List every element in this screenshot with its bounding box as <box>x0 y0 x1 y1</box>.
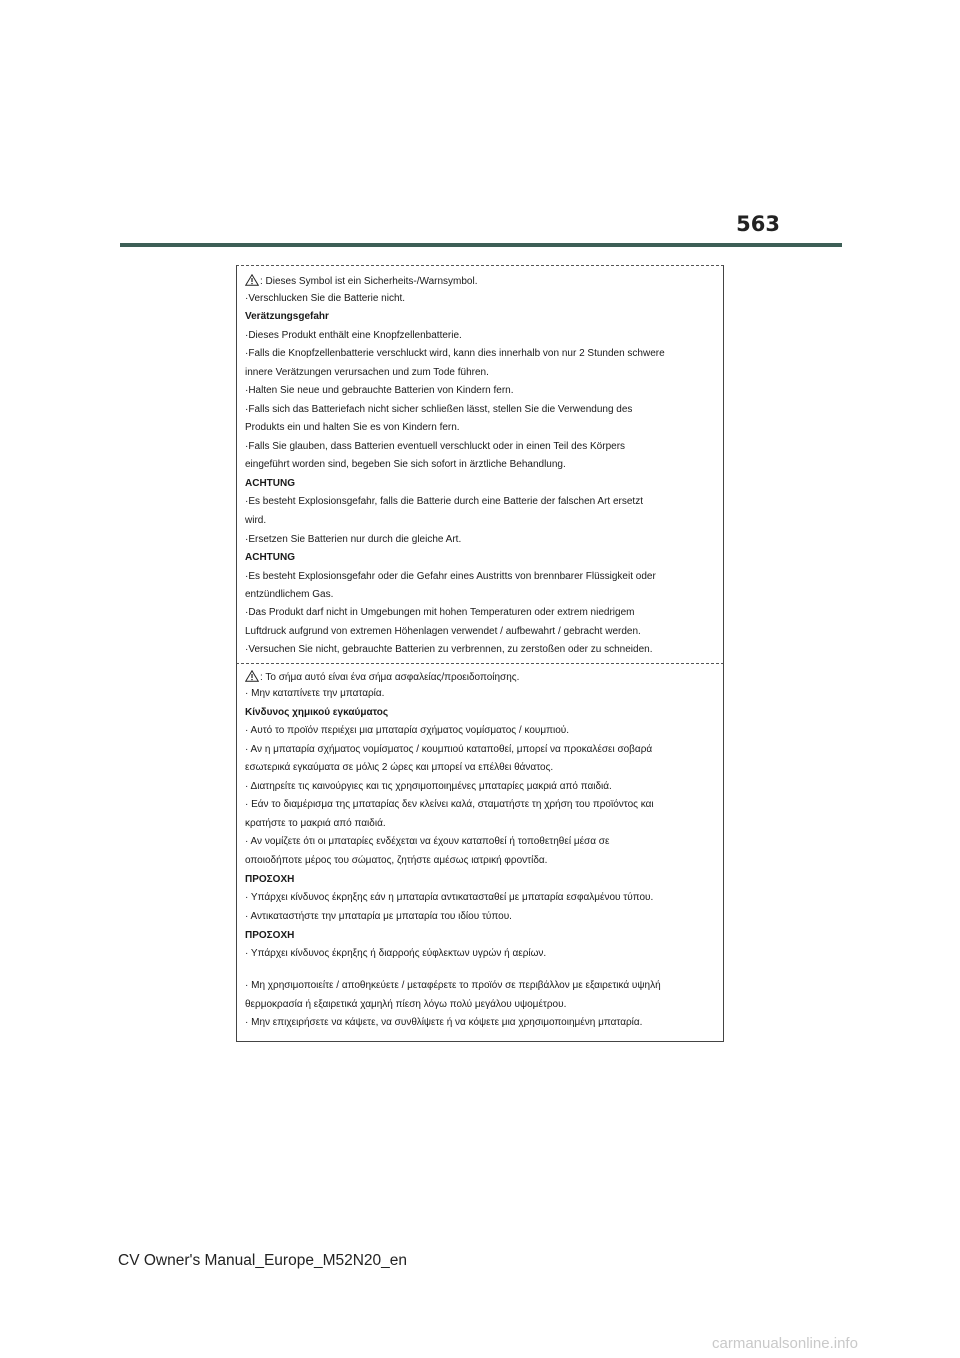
greek-text-line: οποιοδήποτε μέρος του σώματος, ζητήστε αμέσως ιατρική φροντίδα. <box>245 855 548 866</box>
german-text-line: innere Verätzungen verursachen und zum Tode führen. <box>245 367 489 378</box>
greek-symbol-line <box>245 670 519 684</box>
german-text-line: ·Halten Sie neue und gebrauchte Batterien von Kindern fern. <box>245 385 514 396</box>
greek-text-line: · Υπάρχει κίνδυνος έκρηξης εάν η μπαταρία αντικατασταθεί με μπαταρία εσφαλμένου τύπου. <box>245 892 654 903</box>
german-text-line: entzündlichem Gas. <box>245 589 334 600</box>
greek-text-line: · Αν η μπαταρία σχήματος νομίσματος / κουμπιού καταποθεί, μπορεί να προκαλέσει σοβαρά <box>245 744 653 755</box>
greek-text-line: · Μη χρησιμοποιείτε / αποθηκεύετε / μεταφέρετε το προϊόν σε περιβάλλον με εξαιρετικά υψηλή <box>245 980 661 991</box>
footer-text: CV Owner's Manual_Europe_M52N20_en <box>118 1252 408 1269</box>
german-text-line: ·Dieses Produkt enthält eine Knopfzellenbatterie. <box>245 330 462 341</box>
greek-symbol-text: : Το σήμα αυτό είναι ένα σήμα ασφαλείας/προειδοποίησης. <box>260 672 520 683</box>
greek-text-line: · Υπάρχει κίνδυνος έκρηξης ή διαρροής εύφλεκτων υγρών ή αερίων. <box>245 948 547 959</box>
german-warning-section <box>236 265 724 664</box>
german-text-line: ·Das Produkt darf nicht in Umgebungen mit hohen Temperaturen oder extrem niedrigem <box>245 607 635 618</box>
warning-triangle-icon <box>245 670 259 682</box>
german-heading: ACHTUNG <box>245 478 295 489</box>
greek-text-line: · Αντικαταστήστε την μπαταρία με μπαταρία του ιδίου τύπου. <box>245 911 512 922</box>
greek-text-line: · Μην επιχειρήσετε να κάψετε, να συνθλίψετε ή να κόψετε μια χρησιμοποιημένη μπαταρία. <box>245 1017 643 1028</box>
greek-heading: Κίνδυνος χημικού εγκαύματος <box>245 707 389 718</box>
warning-triangle-icon <box>245 274 259 286</box>
greek-heading: ΠΡΟΣΟΧΗ <box>245 930 295 941</box>
greek-text-line: · Αυτό το προϊόν περιέχει μια μπαταρία σχήματος νομίσματος / κουμπιού. <box>245 725 570 736</box>
german-text-line: ·Falls sich das Batteriefach nicht sicher schließen lässt, stellen Sie die Verwendung des <box>245 404 633 415</box>
german-symbol-line <box>245 274 477 288</box>
greek-text-line: κρατήστε το μακριά από παιδιά. <box>245 818 386 829</box>
greek-text-line: θερμοκρασία ή εξαιρετικά χαμηλή πίεση λόγω πολύ μεγάλου υψομέτρου. <box>245 999 567 1010</box>
german-text-line: ·Versuchen Sie nicht, gebrauchte Batterien zu verbrennen, zu zerstoßen oder zu schneiden. <box>245 644 653 655</box>
german-text-line: Produkts ein und halten Sie es von Kindern fern. <box>245 422 460 433</box>
battery-warning-box <box>236 265 722 1040</box>
german-text-line: ·Es besteht Explosionsgefahr, falls die Batterie durch eine Batterie der falschen Art ersetzt <box>245 496 643 507</box>
greek-warning-section <box>236 663 724 1042</box>
watermark: carmanualsonline.info <box>712 1335 858 1352</box>
greek-heading: ΠΡΟΣΟΧΗ <box>245 874 295 885</box>
greek-text-line: · Αν νομίζετε ότι οι μπαταρίες ενδέχεται να έχουν καταποθεί ή τοποθετηθεί μέσα σε <box>245 836 610 847</box>
german-text-line: ·Falls Sie glauben, dass Batterien eventuell verschluckt oder in einen Teil des Körpers <box>245 441 626 452</box>
german-heading: ACHTUNG <box>245 552 295 563</box>
german-text-line: eingeführt worden sind, begeben Sie sich sofort in ärztliche Behandlung. <box>245 459 566 470</box>
german-text-line: wird. <box>245 515 267 526</box>
german-text-line: ·Ersetzen Sie Batterien nur durch die gleiche Art. <box>245 534 462 545</box>
header-rule <box>120 243 842 247</box>
german-text-line: ·Es besteht Explosionsgefahr oder die Gefahr eines Austritts von brennbarer Flüssigkeit oder <box>245 571 656 582</box>
greek-text-line: · Μην καταπίνετε την μπαταρία. <box>245 688 385 699</box>
greek-text-line: εσωτερικά εγκαύματα σε μόλις 2 ώρες και μπορεί να επέλθει θάνατος. <box>245 762 554 773</box>
german-symbol-text: : Dieses Symbol ist ein Sicherheits-/Warnsymbol. <box>260 276 478 287</box>
german-text-line: ·Falls die Knopfzellenbatterie verschluckt wird, kann dies innerhalb von nur 2 Stunden schwere <box>245 348 665 359</box>
german-text-line: ·Verschlucken Sie die Batterie nicht. <box>245 293 406 304</box>
page-number: 563 <box>736 212 780 236</box>
german-heading: Verätzungsgefahr <box>245 311 329 322</box>
greek-text-line: · Διατηρείτε τις καινούργιες και τις χρησιμοποιημένες μπαταρίες μακριά από παιδιά. <box>245 781 612 792</box>
greek-text-line: · Εάν το διαμέρισμα της μπαταρίας δεν κλείνει καλά, σταματήστε τη χρήση του προϊόντος και <box>245 799 654 810</box>
german-text-line: Luftdruck aufgrund von extremen Höhenlagen verwendet / aufbewahrt / gebracht werden. <box>245 626 641 637</box>
